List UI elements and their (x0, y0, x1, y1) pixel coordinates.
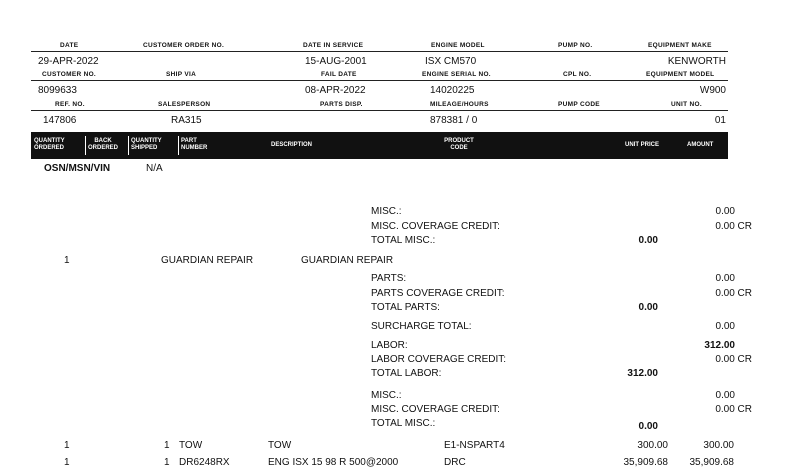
label-equipment-model: EQUIPMENT MODEL (646, 71, 715, 78)
value-date-in-service: 15-AUG-2001 (305, 56, 367, 67)
line-part: TOW (179, 440, 203, 451)
value-mileage: 878381 / 0 (430, 115, 478, 126)
label-cpl-no: CPL NO. (563, 71, 592, 78)
line-shipped: 1 (164, 440, 170, 451)
label-unit-no: UNIT NO. (671, 101, 702, 108)
misc-label: MISC.: (371, 206, 402, 217)
misc-coverage-label: MISC. COVERAGE CREDIT: (371, 221, 500, 232)
label-pump-no: PUMP NO. (558, 42, 593, 49)
label-pump-code: PUMP CODE (558, 101, 600, 108)
misc2-coverage-amount: 0.00 CR (715, 404, 752, 415)
repair-description: GUARDIAN REPAIR (301, 255, 394, 266)
labor-label: LABOR: (371, 340, 408, 351)
value-engine-serial: 14020225 (430, 85, 475, 96)
total-misc-amount: 0.00 (638, 235, 658, 246)
total-misc2-amount: 0.00 (638, 421, 658, 432)
parts-label: PARTS: (371, 273, 407, 284)
misc2-amount: 0.00 (715, 390, 735, 401)
line-code: E1-NSPART4 (444, 440, 505, 451)
col-unit-price: UNIT PRICE (625, 142, 660, 148)
col-amount: AMOUNT (687, 142, 714, 148)
line-code: DRC (444, 457, 466, 468)
labor-coverage-amount: 0.00 CR (715, 354, 752, 365)
surcharge-amount: 0.00 (715, 321, 735, 332)
osn-label: OSN/MSN/VIN (44, 163, 111, 174)
value-engine-model: ISX CM570 (425, 56, 477, 67)
label-ship-via: SHIP VIA (166, 71, 197, 78)
parts-coverage-label: PARTS COVERAGE CREDIT: (371, 288, 505, 299)
line-qty: 1 (64, 440, 70, 451)
total-parts-amount: 0.00 (638, 302, 658, 313)
total-misc2-label: TOTAL MISC.: (371, 418, 436, 429)
line-unit-price: 35,909.68 (623, 457, 668, 468)
label-salesperson: SALESPERSON (158, 101, 211, 108)
label-customer-no: CUSTOMER NO. (42, 71, 97, 78)
repair-part: GUARDIAN REPAIR (161, 255, 254, 266)
value-fail-date: 08-APR-2022 (305, 85, 366, 96)
line-part: DR6248RX (179, 457, 230, 468)
label-equipment-make: EQUIPMENT MAKE (648, 42, 712, 49)
osn-value: N/A (146, 163, 163, 174)
column-header-bar (31, 132, 728, 159)
label-mileage-hours: MILEAGE/HOURS (430, 101, 489, 108)
value-ref-no: 147806 (43, 115, 77, 126)
value-date: 29-APR-2022 (38, 56, 99, 67)
col-part-number: PART NUMBER (181, 138, 208, 151)
label-fail-date: FAIL DATE (321, 71, 357, 78)
line-description: TOW (268, 440, 292, 451)
total-labor-label: TOTAL LABOR: (371, 368, 442, 379)
labor-coverage-label: LABOR COVERAGE CREDIT: (371, 354, 507, 365)
col-qty-ordered: QUANTITY ORDERED (34, 138, 65, 151)
col-product-code: PRODUCT CODE (444, 138, 474, 151)
line-shipped: 1 (164, 457, 170, 468)
line-description: ENG ISX 15 98 R 500@2000 (268, 457, 399, 468)
misc-amount: 0.00 (715, 206, 735, 217)
label-parts-disp: PARTS DISP. (320, 101, 363, 108)
repair-qty: 1 (64, 255, 70, 266)
total-misc-label: TOTAL MISC.: (371, 235, 436, 246)
label-customer-order-no: CUSTOMER ORDER NO. (143, 42, 225, 49)
value-unit-no: 01 (714, 115, 726, 126)
label-ref-no: REF. NO. (55, 101, 85, 108)
misc2-label: MISC.: (371, 390, 402, 401)
line-amount: 35,909.68 (689, 457, 734, 468)
misc-coverage-amount: 0.00 CR (715, 221, 752, 232)
label-engine-model: ENGINE MODEL (431, 42, 485, 49)
value-customer-no: 8099633 (38, 85, 77, 96)
value-equipment-make: KENWORTH (667, 56, 726, 67)
parts-amount: 0.00 (715, 273, 735, 284)
value-salesperson: RA315 (171, 115, 202, 126)
surcharge-label: SURCHARGE TOTAL: (371, 321, 472, 332)
labor-amount: 312.00 (704, 340, 735, 351)
line-qty: 1 (64, 457, 70, 468)
col-qty-shipped: QUANTITY SHIPPED (131, 138, 162, 151)
parts-coverage-amount: 0.00 CR (715, 288, 752, 299)
misc2-coverage-label: MISC. COVERAGE CREDIT: (371, 404, 500, 415)
total-parts-label: TOTAL PARTS: (371, 302, 440, 313)
col-description: DESCRIPTION (271, 142, 313, 148)
label-date: DATE (60, 42, 79, 49)
value-equipment-model: W900 (699, 85, 726, 96)
label-engine-serial-no: ENGINE SERIAL NO. (422, 71, 491, 78)
col-back-ordered: BACK ORDERED (88, 138, 119, 151)
label-date-in-service: DATE IN SERVICE (303, 42, 364, 49)
total-labor-amount: 312.00 (627, 368, 658, 379)
line-unit-price: 300.00 (637, 440, 668, 451)
line-amount: 300.00 (703, 440, 734, 451)
